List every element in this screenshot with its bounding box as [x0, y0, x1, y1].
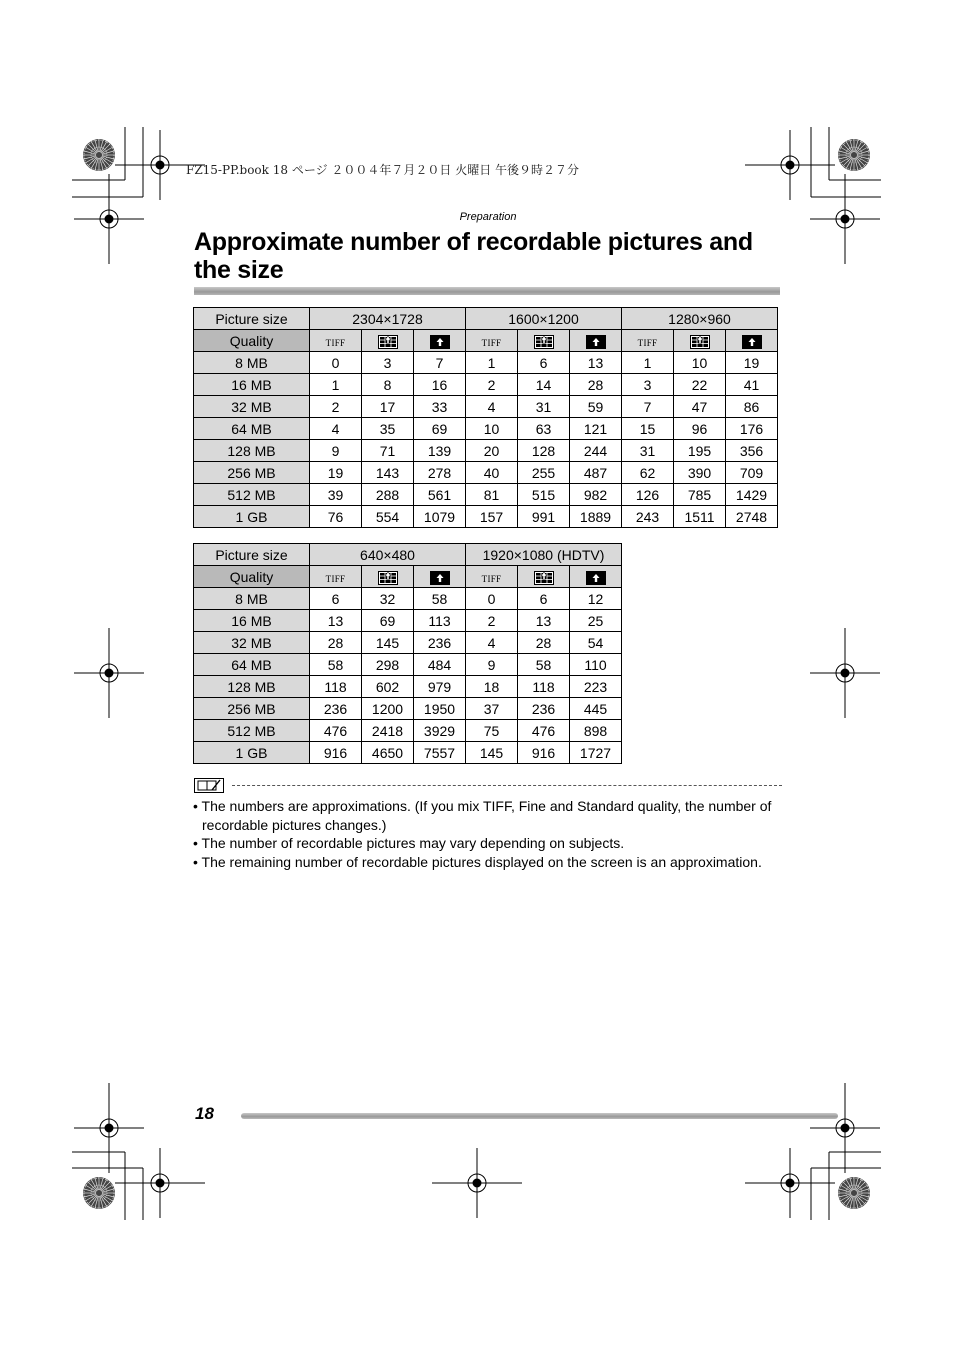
- table-cell: 96: [674, 418, 726, 440]
- table-cell: 6: [310, 588, 362, 610]
- table-row: [194, 396, 778, 418]
- table-cell: 59: [570, 396, 622, 418]
- table-row: [194, 484, 778, 506]
- table-cell: 288: [362, 484, 414, 506]
- table-cell: 31: [622, 440, 674, 462]
- table-cell: 356: [726, 440, 778, 462]
- note-icon: [194, 778, 224, 793]
- tiff-icon: [466, 566, 518, 588]
- table-cell: 2748: [726, 506, 778, 528]
- table-cell: 9: [466, 654, 518, 676]
- table-row: [194, 462, 778, 484]
- table-cell: 35: [362, 418, 414, 440]
- picture-size-label: Picture size: [194, 544, 310, 566]
- note-item: • The number of recordable pictures may vary depending on subjects.: [193, 835, 625, 851]
- card-capacity: 32 MB: [194, 632, 310, 654]
- fine-icon: [674, 330, 726, 352]
- table-cell: 982: [570, 484, 622, 506]
- table-cell: 58: [414, 588, 466, 610]
- table-cell: 118: [310, 676, 362, 698]
- table-cell: 1727: [570, 742, 622, 764]
- table-cell: 554: [362, 506, 414, 528]
- tiff-icon: [622, 330, 674, 352]
- page-title: Approximate number of recordable pictures and the size: [194, 228, 753, 284]
- table-cell: 476: [310, 720, 362, 742]
- table-cell: 81: [466, 484, 518, 506]
- table-cell: 14: [518, 374, 570, 396]
- table-row: [194, 374, 778, 396]
- table-cell: 390: [674, 462, 726, 484]
- table-cell: 20: [466, 440, 518, 462]
- table-cell: 143: [362, 462, 414, 484]
- table-cell: 28: [518, 632, 570, 654]
- recordable-pictures-table-2: [193, 543, 622, 764]
- table-cell: 13: [570, 352, 622, 374]
- table-cell: 31: [518, 396, 570, 418]
- table-cell: 13: [518, 610, 570, 632]
- table-cell: 1: [466, 352, 518, 374]
- quality-row: [194, 566, 622, 588]
- table-cell: 76: [310, 506, 362, 528]
- table-cell: 58: [310, 654, 362, 676]
- table-row: [194, 440, 778, 462]
- table-cell: 979: [414, 676, 466, 698]
- table-cell: 39: [310, 484, 362, 506]
- table-cell: 244: [570, 440, 622, 462]
- card-capacity: 256 MB: [194, 462, 310, 484]
- table-cell: 75: [466, 720, 518, 742]
- card-capacity: 256 MB: [194, 698, 310, 720]
- table-cell: 916: [310, 742, 362, 764]
- standard-icon: [414, 566, 466, 588]
- table-cell: 110: [570, 654, 622, 676]
- quality-label: Quality: [194, 566, 310, 588]
- picture-size-header: 640×480: [310, 544, 466, 566]
- card-capacity: 64 MB: [194, 654, 310, 676]
- table-cell: 145: [466, 742, 518, 764]
- table-cell: 1079: [414, 506, 466, 528]
- table-row: [194, 632, 622, 654]
- table-cell: 4650: [362, 742, 414, 764]
- picture-size-header: 1920×1080 (HDTV): [466, 544, 622, 566]
- fine-icon: [362, 566, 414, 588]
- table-cell: 4: [466, 396, 518, 418]
- table-cell: 195: [674, 440, 726, 462]
- recordable-pictures-table-1: [193, 307, 778, 528]
- footer-rule: [241, 1113, 838, 1119]
- table-cell: 86: [726, 396, 778, 418]
- table-cell: 10: [466, 418, 518, 440]
- table-cell: 69: [414, 418, 466, 440]
- table-cell: 69: [362, 610, 414, 632]
- table-cell: 113: [414, 610, 466, 632]
- table-cell: 118: [518, 676, 570, 698]
- table-cell: 445: [570, 698, 622, 720]
- card-capacity: 128 MB: [194, 440, 310, 462]
- picture-size-header: 2304×1728: [310, 308, 466, 330]
- table-cell: 3: [362, 352, 414, 374]
- card-capacity: 64 MB: [194, 418, 310, 440]
- table-cell: 2418: [362, 720, 414, 742]
- standard-icon: [570, 566, 622, 588]
- table-cell: 3929: [414, 720, 466, 742]
- table-cell: 1950: [414, 698, 466, 720]
- table-row: [194, 654, 622, 676]
- tiff-label: TIFF: [481, 337, 502, 348]
- title-rule: [194, 287, 780, 295]
- table-cell: 128: [518, 440, 570, 462]
- table-cell: 12: [570, 588, 622, 610]
- card-capacity: 512 MB: [194, 720, 310, 742]
- table-cell: 7: [414, 352, 466, 374]
- table-cell: 785: [674, 484, 726, 506]
- table-cell: 898: [570, 720, 622, 742]
- note-dashed-rule: [232, 785, 782, 786]
- table-cell: 243: [622, 506, 674, 528]
- section-label: Preparation: [459, 211, 517, 223]
- table-cell: 19: [726, 352, 778, 374]
- table-cell: 1511: [674, 506, 726, 528]
- table-cell: 16: [414, 374, 466, 396]
- table-cell: 17: [362, 396, 414, 418]
- table-cell: 1: [310, 374, 362, 396]
- table-cell: 22: [674, 374, 726, 396]
- tiff-label: TIFF: [325, 573, 346, 584]
- table-cell: 139: [414, 440, 466, 462]
- table-cell: 9: [310, 440, 362, 462]
- table-cell: 10: [674, 352, 726, 374]
- table-cell: 54: [570, 632, 622, 654]
- table-cell: 0: [466, 588, 518, 610]
- quality-label: Quality: [194, 330, 310, 352]
- table-cell: 25: [570, 610, 622, 632]
- table-cell: 476: [518, 720, 570, 742]
- table-cell: 236: [310, 698, 362, 720]
- card-capacity: 8 MB: [194, 352, 310, 374]
- fine-icon: [362, 330, 414, 352]
- table-cell: 8: [362, 374, 414, 396]
- table-cell: 28: [310, 632, 362, 654]
- table-cell: 71: [362, 440, 414, 462]
- standard-icon: [570, 330, 622, 352]
- table-cell: 223: [570, 676, 622, 698]
- tiff-icon: [310, 330, 362, 352]
- picture-size-row: [194, 544, 622, 566]
- table-cell: 6: [518, 588, 570, 610]
- table-cell: 6: [518, 352, 570, 374]
- table-row: [194, 352, 778, 374]
- table-cell: 126: [622, 484, 674, 506]
- table-row: [194, 676, 622, 698]
- table-cell: 0: [310, 352, 362, 374]
- table-cell: 28: [570, 374, 622, 396]
- picture-size-header: 1600×1200: [466, 308, 622, 330]
- tiff-icon: [466, 330, 518, 352]
- table-cell: 58: [518, 654, 570, 676]
- card-capacity: 1 GB: [194, 506, 310, 528]
- table-cell: 602: [362, 676, 414, 698]
- quality-row: [194, 330, 778, 352]
- picture-size-header: 1280×960: [622, 308, 778, 330]
- print-info-header: FZ15-PP.book 18 ページ ２００４年７月２０日 火曜日 午後９時２７分: [186, 163, 580, 177]
- card-capacity: 32 MB: [194, 396, 310, 418]
- tiff-icon: [310, 566, 362, 588]
- table-cell: 15: [622, 418, 674, 440]
- table-cell: 4: [310, 418, 362, 440]
- table-cell: 176: [726, 418, 778, 440]
- table-cell: 515: [518, 484, 570, 506]
- table-cell: 1: [622, 352, 674, 374]
- table-cell: 916: [518, 742, 570, 764]
- notes-list: [193, 797, 785, 871]
- table-cell: 1429: [726, 484, 778, 506]
- table-row: [194, 698, 622, 720]
- table-cell: 145: [362, 632, 414, 654]
- table-cell: 19: [310, 462, 362, 484]
- table-cell: 3: [622, 374, 674, 396]
- table-cell: 991: [518, 506, 570, 528]
- standard-icon: [414, 330, 466, 352]
- table-cell: 236: [414, 632, 466, 654]
- table-cell: 41: [726, 374, 778, 396]
- note-item: • The numbers are approximations. (If you mix TIFF, Fine and Standard quality, the number of recordable pictures changes.): [193, 798, 772, 833]
- note-item: • The remaining number of recordable pictures displayed on the screen is an approximation.: [193, 853, 762, 870]
- page-number: 18: [195, 1104, 214, 1123]
- tiff-label: TIFF: [481, 573, 502, 584]
- tiff-label: TIFF: [325, 337, 346, 348]
- card-capacity: 128 MB: [194, 676, 310, 698]
- table-row: [194, 506, 778, 528]
- table-cell: 278: [414, 462, 466, 484]
- picture-size-row: [194, 308, 778, 330]
- table-cell: 255: [518, 462, 570, 484]
- table-cell: 63: [518, 418, 570, 440]
- table-cell: 40: [466, 462, 518, 484]
- table-cell: 33: [414, 396, 466, 418]
- card-capacity: 512 MB: [194, 484, 310, 506]
- tiff-label: TIFF: [637, 337, 658, 348]
- table-row: [194, 720, 622, 742]
- table-cell: 157: [466, 506, 518, 528]
- table-cell: 37: [466, 698, 518, 720]
- table-cell: 484: [414, 654, 466, 676]
- table-cell: 13: [310, 610, 362, 632]
- table-row: [194, 588, 622, 610]
- table-cell: 7557: [414, 742, 466, 764]
- table-cell: 47: [674, 396, 726, 418]
- fine-icon: [518, 566, 570, 588]
- table-cell: 121: [570, 418, 622, 440]
- table-row: [194, 418, 778, 440]
- table-row: [194, 610, 622, 632]
- table-row: [194, 742, 622, 764]
- card-capacity: 16 MB: [194, 610, 310, 632]
- standard-icon: [726, 330, 778, 352]
- table-cell: 561: [414, 484, 466, 506]
- table-cell: 32: [362, 588, 414, 610]
- card-capacity: 16 MB: [194, 374, 310, 396]
- fine-icon: [518, 330, 570, 352]
- note-header: [194, 778, 782, 794]
- table-cell: 709: [726, 462, 778, 484]
- table-cell: 2: [466, 610, 518, 632]
- table-cell: 4: [466, 632, 518, 654]
- table-cell: 1889: [570, 506, 622, 528]
- table-cell: 2: [466, 374, 518, 396]
- table-cell: 298: [362, 654, 414, 676]
- table-cell: 62: [622, 462, 674, 484]
- table-cell: 236: [518, 698, 570, 720]
- table-cell: 1200: [362, 698, 414, 720]
- picture-size-label: Picture size: [194, 308, 310, 330]
- card-capacity: 1 GB: [194, 742, 310, 764]
- table-cell: 7: [622, 396, 674, 418]
- table-cell: 2: [310, 396, 362, 418]
- table-cell: 18: [466, 676, 518, 698]
- card-capacity: 8 MB: [194, 588, 310, 610]
- table-cell: 487: [570, 462, 622, 484]
